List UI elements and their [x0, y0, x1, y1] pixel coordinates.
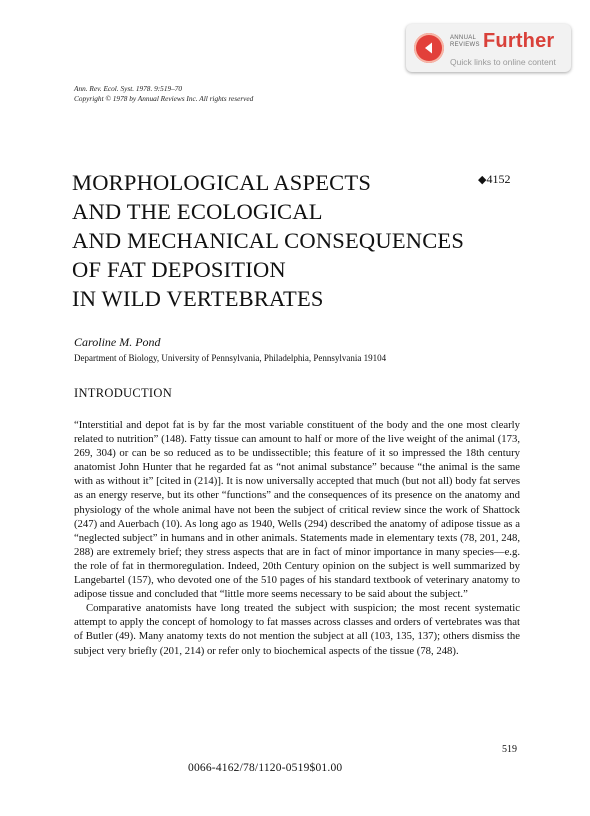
paragraph: Comparative anatomists have long treated the subject with suspicion; the most recent systematic attempt to apply the concept of homology to fat masses across classes and orders of vertebrates was that of Butler (49). Many anatomy texts do not mention the subject at all (103, 135, 137); others dismiss the subject very briefly (201, 214) or refer only to biochemical aspects of the tissue (78, 248). — [74, 602, 520, 657]
footer-code: 0066-4162/78/1120-0519$01.00 — [188, 762, 343, 774]
citation-line-1: Ann. Rev. Ecol. Syst. 1978. 9:519–70 — [74, 84, 183, 93]
journal-citation — [74, 84, 253, 104]
author-affiliation: Department of Biology, University of Pennsylvania, Philadelphia, Pennsylvania 19104 — [74, 353, 387, 363]
title-line: MORPHOLOGICAL ASPECTS — [72, 170, 372, 195]
back-arrow-circle-icon[interactable] — [414, 33, 444, 63]
banner-tagline[interactable]: Quick links to online content — [450, 57, 556, 67]
publisher-line-1: ANNUAL — [450, 35, 477, 41]
article-code — [478, 172, 510, 187]
publisher-line-2: REVIEWS — [450, 42, 480, 48]
banner-brand: Further — [483, 30, 555, 52]
diamond-icon: ◆ — [478, 174, 487, 186]
annual-reviews-further-banner[interactable] — [406, 24, 571, 72]
title-line: AND MECHANICAL CONSEQUENCES — [72, 228, 465, 253]
section-heading: INTRODUCTION — [74, 386, 173, 400]
article-title — [72, 168, 472, 313]
title-line: IN WILD VERTEBRATES — [72, 286, 324, 311]
article-body — [74, 418, 520, 658]
author-name: Caroline M. Pond — [74, 335, 161, 349]
paragraph: “Interstitial and depot fat is by far the most variable constituent of the body and the one most clearly related to nutrition” (148). Fatty tissue can amount to half or more of the live weight of the animal (173, 269, 304) or can be so reduced as to be undissectible; this feature of it so impressed the 18th century anatomist John Hunter that he regarded fat as “not animal substance” because “the animal is the same with as without it” [cited in (214)]. It is now universally accepted that much (but not all) body fat serves as an energy reserve, but its other “functions” and the consequences of its presence on the anatomy and physiology of the whole animal have not been the subject of critical review since the work of Shattock (247) and Auerbach (10). As long ago as 1940, Wells (294) described the anatomy of adipose tissue as a “neglected subject” in humans and in other animals. Statements made in elementary texts (78, 201, 248, 288) are extremely brief; they stress aspects that are in fact of minor importance in many species—e.g. the role of fat in thermoregulation. Indeed, 20th Century opinion on the subject is well summarized by Langebartel (157), who devoted one of the 510 pages of his standard textbook of veterinary anatomy to adipose tissue and concluded that “little more seems necessary to be said about the subject.” — [74, 419, 520, 601]
title-line: OF FAT DEPOSITION — [72, 257, 286, 282]
page-number: 519 — [502, 744, 517, 755]
article-code-number: 4152 — [486, 172, 511, 186]
citation-line-2: Copyright © 1978 by Annual Reviews Inc. All rights reserved — [74, 94, 254, 103]
title-line: AND THE ECOLOGICAL — [72, 199, 323, 224]
banner-publisher — [450, 35, 480, 49]
